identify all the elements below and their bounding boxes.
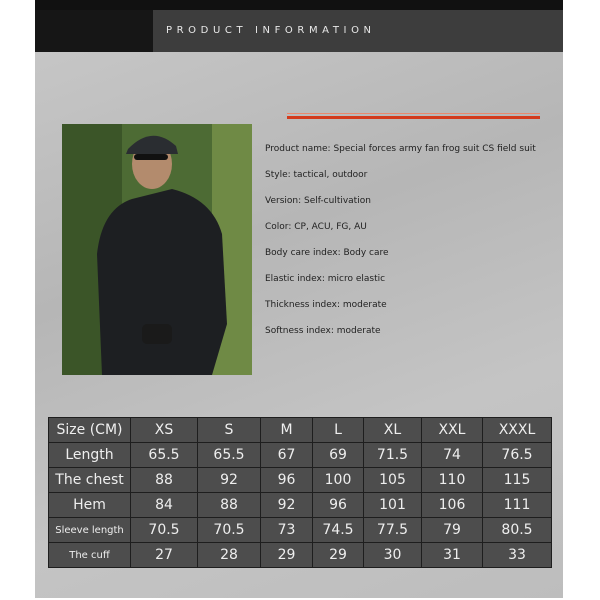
- table-cell: 73: [261, 518, 313, 543]
- table-row: [49, 518, 552, 543]
- table-cell: 88: [198, 493, 261, 518]
- spec-softness: Softness index: moderate: [265, 326, 381, 336]
- table-cell: 67: [261, 443, 313, 468]
- table-cell: 84: [131, 493, 198, 518]
- header-cell: L: [313, 418, 364, 443]
- header-cell: XS: [131, 418, 198, 443]
- table-cell: 74.5: [313, 518, 364, 543]
- section-header: [35, 10, 563, 52]
- header-cell: XL: [364, 418, 422, 443]
- table-cell: 96: [261, 468, 313, 493]
- row-label: Sleeve length: [49, 518, 131, 543]
- table-cell: 70.5: [131, 518, 198, 543]
- table-cell: 29: [313, 543, 364, 568]
- table-row: [49, 468, 552, 493]
- table-cell: 79: [422, 518, 483, 543]
- table-row: [49, 543, 552, 568]
- spec-thickness: Thickness index: moderate: [265, 300, 387, 310]
- section-title: PRODUCT INFORMATION: [166, 25, 376, 36]
- table-cell: 33: [483, 543, 552, 568]
- table-cell: 106: [422, 493, 483, 518]
- accent-line: [287, 116, 540, 119]
- spec-style: Style: tactical, outdoor: [265, 170, 368, 180]
- table-cell: 74: [422, 443, 483, 468]
- table-cell: 30: [364, 543, 422, 568]
- accent-line-thin: [287, 113, 540, 114]
- table-cell: 92: [261, 493, 313, 518]
- product-info-page: [35, 0, 563, 598]
- header-block: [35, 10, 153, 52]
- spec-color: Color: CP, ACU, FG, AU: [265, 222, 367, 232]
- table-header-row: [49, 418, 552, 443]
- table-cell: 27: [131, 543, 198, 568]
- table-cell: 101: [364, 493, 422, 518]
- row-label: Hem: [49, 493, 131, 518]
- spec-version: Version: Self-cultivation: [265, 196, 371, 206]
- table-cell: 29: [261, 543, 313, 568]
- spec-list: [265, 144, 536, 352]
- table-cell: 115: [483, 468, 552, 493]
- spec-elastic: Elastic index: micro elastic: [265, 274, 386, 284]
- table-cell: 31: [422, 543, 483, 568]
- size-table: [48, 417, 552, 568]
- table-cell: 92: [198, 468, 261, 493]
- spec-product-name: Product name: Special forces army fan frog suit CS field suit: [265, 144, 536, 154]
- table-cell: 110: [422, 468, 483, 493]
- header-cell: M: [261, 418, 313, 443]
- table-cell: 77.5: [364, 518, 422, 543]
- table-cell: 65.5: [131, 443, 198, 468]
- table-cell: 80.5: [483, 518, 552, 543]
- table-cell: 65.5: [198, 443, 261, 468]
- spec-body-care: Body care index: Body care: [265, 248, 389, 258]
- table-cell: 76.5: [483, 443, 552, 468]
- table-cell: 70.5: [198, 518, 261, 543]
- table-row: [49, 443, 552, 468]
- table-cell: 111: [483, 493, 552, 518]
- table-cell: 96: [313, 493, 364, 518]
- table-cell: 28: [198, 543, 261, 568]
- header-cell: XXXL: [483, 418, 552, 443]
- row-label: The chest: [49, 468, 131, 493]
- product-photo: [62, 124, 252, 375]
- row-label: Length: [49, 443, 131, 468]
- header-cell: S: [198, 418, 261, 443]
- table-cell: 71.5: [364, 443, 422, 468]
- table-cell: 105: [364, 468, 422, 493]
- table-cell: 69: [313, 443, 364, 468]
- table-cell: 100: [313, 468, 364, 493]
- header-cell: Size (CM): [49, 418, 131, 443]
- row-label: The cuff: [49, 543, 131, 568]
- header-cell: XXL: [422, 418, 483, 443]
- table-row: [49, 493, 552, 518]
- top-bar: [35, 0, 563, 10]
- table-cell: 88: [131, 468, 198, 493]
